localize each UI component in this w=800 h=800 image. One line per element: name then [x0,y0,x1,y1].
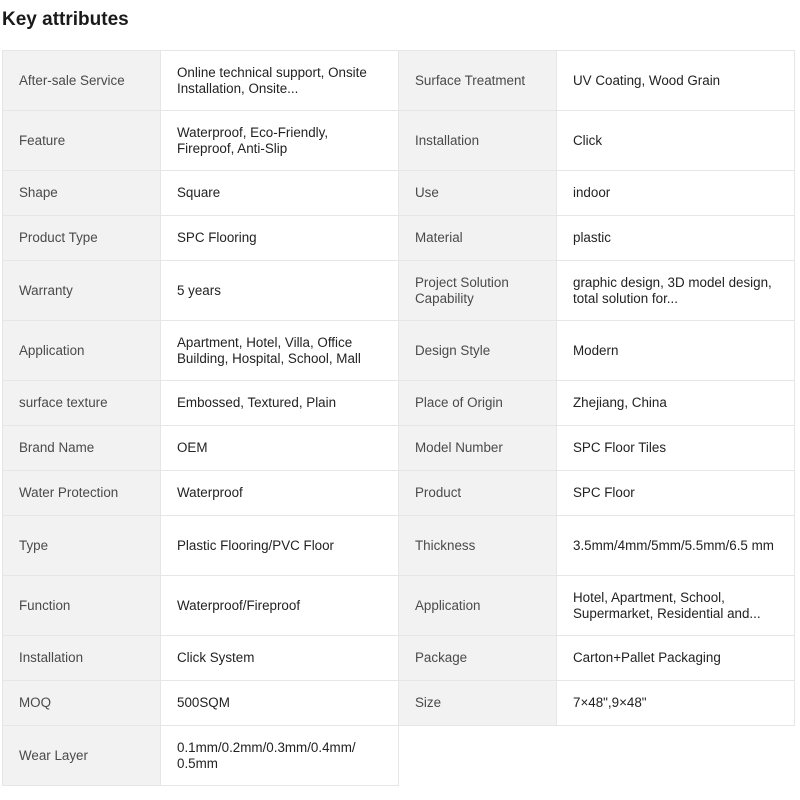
attribute-value [161,726,399,786]
attribute-value [161,516,399,576]
table-row [3,216,795,261]
attribute-name: Design Style [399,321,557,381]
attribute-name: Place of Origin [399,381,557,426]
attribute-name: Warranty [3,261,161,321]
table-row [3,636,795,681]
table-row [3,381,795,426]
attribute-value [161,111,399,171]
attribute-value [161,471,399,516]
attribute-value [557,516,795,576]
table-row [3,426,795,471]
table-row [3,726,795,786]
attribute-name: Product Type [3,216,161,261]
attribute-name: Model Number [399,426,557,471]
attribute-name: After-sale Service [3,51,161,111]
attribute-name: Wear Layer [3,726,161,786]
attribute-name: Application [3,321,161,381]
attribute-value-text: 7×48",9×48" [573,695,647,710]
attribute-name: Use [399,171,557,216]
attribute-value [557,51,795,111]
table-row [3,111,795,171]
attribute-value [557,261,795,321]
attribute-name: Size [399,681,557,726]
table-row [3,51,795,111]
table-row [3,516,795,576]
attribute-value [557,171,795,216]
attribute-name: Project Solution Capability [399,261,557,321]
attribute-name: Product [399,471,557,516]
attribute-value-text: Zhejiang, China [573,395,667,410]
table-row [3,321,795,381]
attribute-value [557,471,795,516]
attribute-value [557,381,795,426]
attribute-value [161,381,399,426]
attribute-value-text: Waterproof/Fireproof [177,597,301,613]
attribute-value-text: Plastic Flooring/PVC Floor [177,537,335,553]
attribute-value [557,636,795,681]
attribute-value-text: Hotel, Apartment, School, Supermarket, Residential and... [573,589,761,621]
attribute-value-text: OEM [177,440,208,455]
attribute-value [161,51,399,111]
table-row [3,576,795,636]
attribute-name: Thickness [399,516,557,576]
attribute-value [161,576,399,636]
attribute-value-text: 500SQM [177,695,230,710]
attribute-value-text: Online technical support, Onsite Installation, Onsite... [177,64,367,96]
attribute-value [161,261,399,321]
attribute-name: Type [3,516,161,576]
attribute-value-text: Waterproof [177,485,243,500]
section-title: Key attributes [2,9,129,30]
attribute-value-text: SPC Floor Tiles [573,440,667,455]
table-row [3,681,795,726]
attribute-name: Shape [3,171,161,216]
attribute-value-text: SPC Floor [573,485,635,500]
attribute-name: Water Protection [3,471,161,516]
attribute-value [557,681,795,726]
attribute-value [161,681,399,726]
attribute-name: Surface Treatment [399,51,557,111]
attribute-value-text: SPC Flooring [177,230,257,245]
attribute-value [161,321,399,381]
attribute-name: surface texture [3,381,161,426]
attribute-value-text: graphic design, 3D model design, total solution for... [573,274,772,306]
key-attributes-table [2,50,795,786]
empty-cell [399,726,557,786]
attribute-name: Application [399,576,557,636]
attribute-value-text: Square [177,185,221,200]
attribute-name: Brand Name [3,426,161,471]
attribute-value-text: Modern [573,342,619,358]
attribute-value-text: plastic [573,230,611,245]
attribute-value [161,636,399,681]
attribute-value-text: UV Coating, Wood Grain [573,72,721,88]
attribute-name: Package [399,636,557,681]
attribute-value-text: Click [573,132,603,148]
attribute-value [557,321,795,381]
attribute-name: MOQ [3,681,161,726]
attribute-value [557,426,795,471]
attribute-value-text: 5 years [177,282,221,298]
attribute-value [161,216,399,261]
attribute-value-text: Click System [177,650,255,665]
attribute-value-text: Apartment, Hotel, Villa, Office Building, Hospital, School, Mall [177,334,361,366]
attribute-value-text: Carton+Pallet Packaging [573,650,721,665]
attribute-name: Installation [3,636,161,681]
attribute-name: Function [3,576,161,636]
attribute-value-text: 3.5mm/4mm/5mm/5.5mm/6.5 mm [573,537,774,553]
empty-cell [557,726,795,786]
attribute-value [161,426,399,471]
attribute-name: Feature [3,111,161,171]
table-row [3,171,795,216]
attribute-value [557,111,795,171]
attribute-value-text: Waterproof, Eco-Friendly, Fireproof, Anti-Slip [177,124,329,156]
attribute-name: Material [399,216,557,261]
attribute-value [557,216,795,261]
attribute-value [557,576,795,636]
attribute-name: Installation [399,111,557,171]
attribute-value-text: 0.1mm/0.2mm/0.3mm/0.4mm/ 0.5mm [177,739,356,771]
attribute-value-text: Embossed, Textured, Plain [177,395,337,410]
table-row [3,471,795,516]
attribute-value [161,171,399,216]
table-row [3,261,795,321]
attribute-value-text: indoor [573,185,611,200]
